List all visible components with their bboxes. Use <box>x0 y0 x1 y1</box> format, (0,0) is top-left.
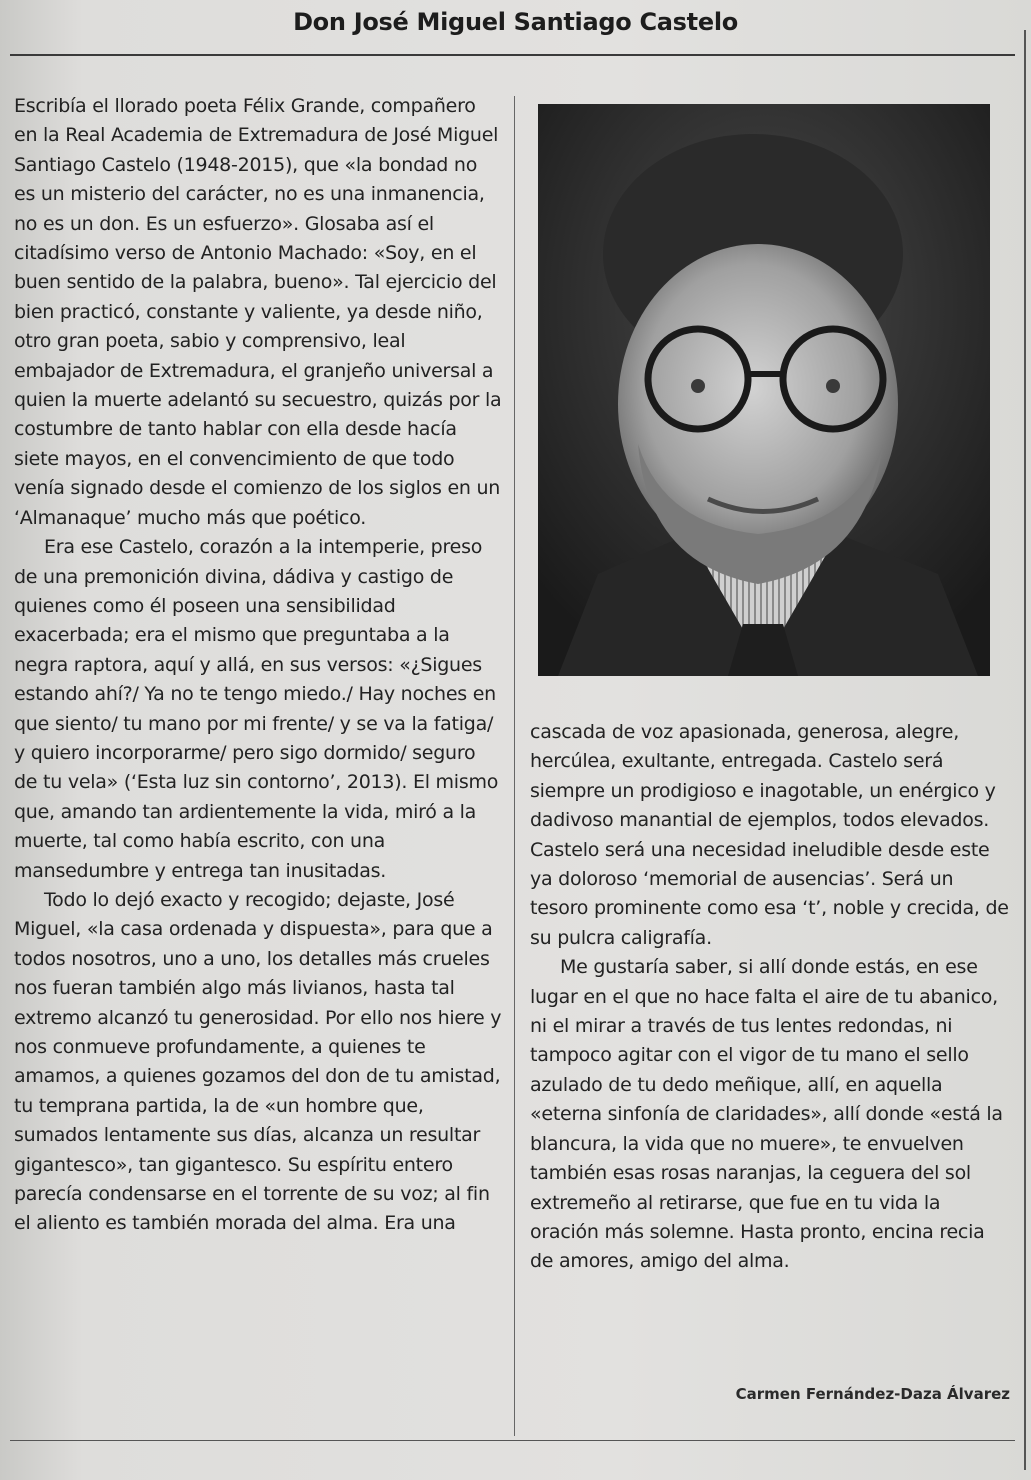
bottom-rule <box>10 1440 1015 1441</box>
author-signature: Carmen Fernández-Daza Álvarez <box>735 1385 1010 1403</box>
paragraph-5: Me gustaría saber, si allí donde estás, en ese lugar en el que no hace falta el aire de tu abanico, ni el mirar a través de tus lentes redondas, ni tampoco agitar con el vigor de tu mano el sello azulado de tu dedo meñique, allí, en aquella «eterna sinfonía de claridades», allí donde «está la blancura, la vida que no muere», te envuelven también esas rosas naranjas, la ceguera del sol extremeño al retirarse, que fue en tu vida la oración más solemne. Hasta pronto, encina recia de amores, amigo del alma. <box>530 956 1003 1273</box>
title-rule <box>10 54 1015 56</box>
paragraph-2: Era ese Castelo, corazón a la intemperie, preso de una premonición divina, dádiva y castigo de quienes como él poseen una sensibilidad exacerbada; era el mismo que preguntaba a la negra raptora, aquí y allá, en sus versos: «¿Sigues estando ahí?/ Ya no te tengo miedo./ Hay noches en que siento/ tu mano por mi frente/ y se va la fatiga/ y quiero incorporarme/ pero sigo dormido/ seguro de tu vela» (‘Esta luz sin contorno’, 2013). El mismo que, amando tan ardientemente la vida, miró a la muerte, tal como había escrito, con una mansedumbre y entrega tan inusitadas. <box>14 536 499 882</box>
portrait-illustration <box>538 104 990 676</box>
right-column <box>530 718 1010 1277</box>
paragraph-3: Todo lo dejó exacto y recogido; dejaste, José Miguel, «la casa ordenada y dispuesta», para que a todos nosotros, uno a uno, los detalles más crueles nos fueran también algo más livianos, hasta tal extremo alcanzó tu generosidad. Por ello nos hiere y nos conmueve profundamente, a quienes te amamos, a quienes gozamos del don de tu amistad, tu temprana partida, la de «un hombre que, sumados lentamente sus días, alcanza un resultar gigantesco», tan gigantesco. Su espíritu entero parecía condensarse en el torrente de su voz; al fin el aliento es también morada del alma. Era una <box>14 888 502 1235</box>
portrait-photo <box>538 104 990 676</box>
column-divider <box>514 96 515 1436</box>
article-title: Don José Miguel Santiago Castelo <box>293 8 738 36</box>
left-column <box>14 92 502 1239</box>
paragraph-4: cascada de voz apasionada, generosa, alegre, hercúlea, exultante, entregada. Castelo será siempre un prodigioso e inagotable, un enérgico y dadivoso manantial de ejemplos, todos elevados. Castelo será una necesidad ineludible desde este ya doloroso ‘memorial de ausencias’. Será un tesoro prominente como esa ‘t’, noble y crecida, de su pulcra caligrafía. <box>530 721 1009 949</box>
paragraph-1: Escribía el llorado poeta Félix Grande, compañero en la Real Academia de Extremadura de José Miguel Santiago Castelo (1948-2015), que «la bondad no es un misterio del carácter, no es una inmanencia, no es un don. Es un esfuerzo». Glosaba así el citadísimo verso de Antonio Machado: «Soy, en el buen sentido de la palabra, bueno». Tal ejercicio del bien practicó, constante y valiente, ya desde niño, otro gran poeta, sabio y comprensivo, leal embajador de Extremadura, el granjeño universal a quien la muerte adelantó su secuestro, quizás por la costumbre de tanto hablar con ella desde hacía siete mayos, en el convencimiento de que todo venía signado desde el comienzo de los siglos en un ‘Almanaque’ mucho más que poético. <box>14 95 502 529</box>
page-edge <box>1024 30 1026 1470</box>
